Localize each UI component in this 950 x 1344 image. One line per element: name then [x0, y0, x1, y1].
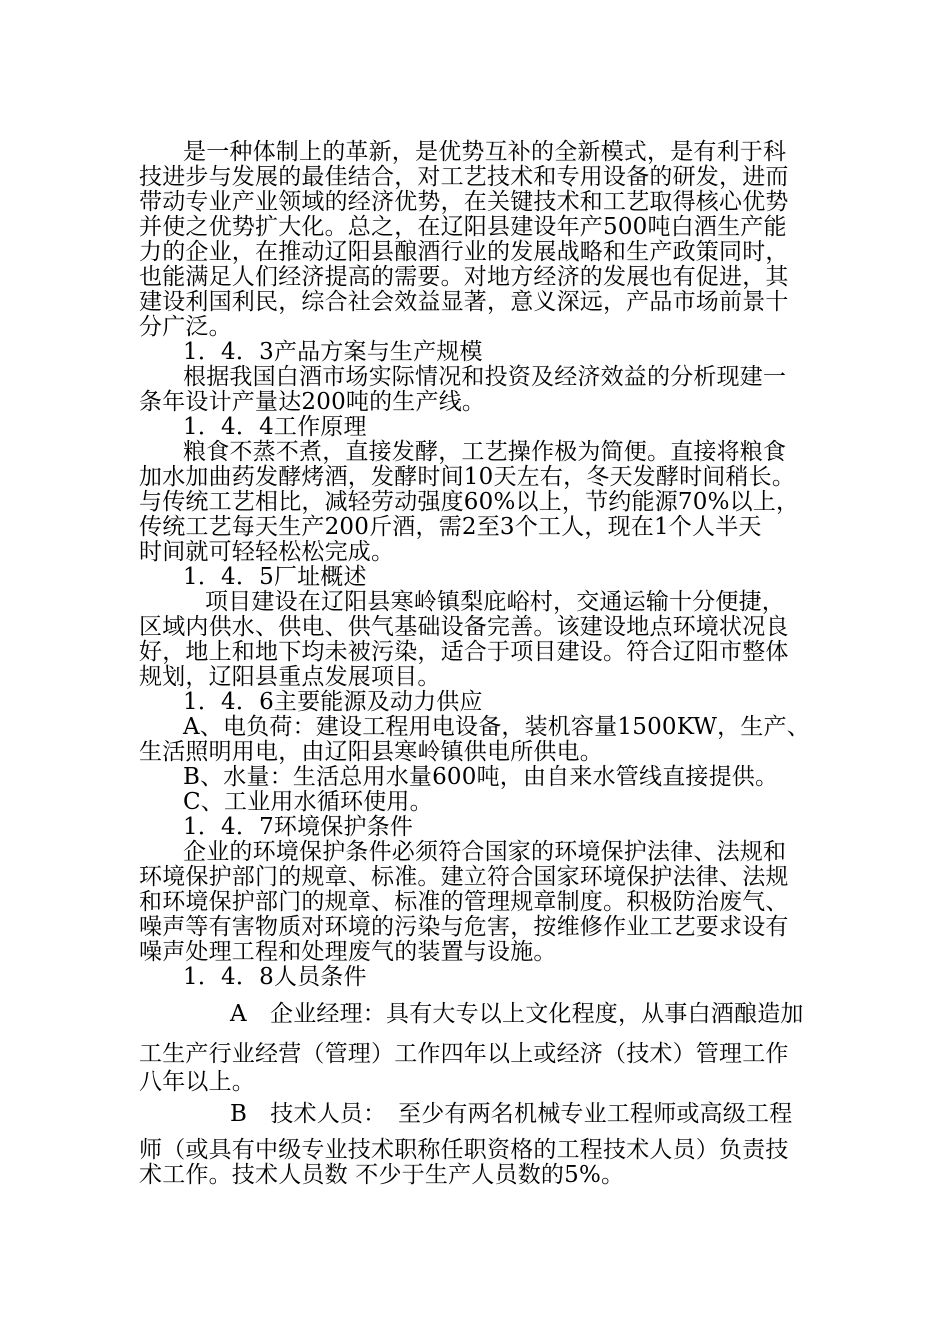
- paragraph-line: 和环境保护部门的规章、标准的管理规章制度。积极防治废气、: [139, 889, 789, 915]
- paragraph-line: 生活照明用电，由辽阳县寒岭镇供电所供电。: [139, 739, 603, 765]
- paragraph-line: 粮食不蒸不煮，直接发酵，工艺操作极为简便。直接将粮食: [183, 439, 787, 465]
- paragraph-line: 工生产行业经营（管理）工作四年以上或经济（技术）管理工作: [139, 1041, 789, 1067]
- paragraph-line: B、水量：生活总用水量600吨，由自来水管线直接提供。: [183, 764, 779, 790]
- section-heading: 1．4．5厂址概述: [183, 564, 367, 590]
- paragraph-line: 传统工艺每天生产200斤酒，需2至3个工人，现在1个人半天: [139, 514, 762, 540]
- paragraph-line: A 企业经理：具有大专以上文化程度，从事白酒酿造加: [230, 1001, 804, 1027]
- section-heading: 1．4．4工作原理: [183, 414, 367, 440]
- paragraph-line: 分广泛。: [139, 314, 232, 340]
- paragraph-line: 术工作。技术人员数 不少于生产人员数的5%。: [139, 1162, 625, 1188]
- paragraph-line: C、工业用水循环使用。: [183, 789, 433, 815]
- paragraph-line: 并使之优势扩大化。总之，在辽阳县建设年产500吨白酒生产能: [139, 214, 787, 240]
- paragraph-line: 根据我国白酒市场实际情况和投资及经济效益的分析现建一: [183, 364, 787, 390]
- section-heading: 1．4．3产品方案与生产规模: [183, 339, 483, 365]
- paragraph-line: 区域内供水、供电、供气基础设备完善。该建设地点环境状况良: [139, 614, 789, 640]
- paragraph-line: B 技术人员： 至少有两名机械专业工程师或高级工程: [230, 1101, 793, 1127]
- paragraph-line: 是一种体制上的革新，是优势互补的全新模式，是有利于科: [183, 139, 787, 165]
- paragraph-line: 环境保护部门的规章、标准。建立符合国家环境保护法律、法规: [139, 864, 789, 890]
- paragraph-line: 师（或具有中级专业技术职称任职资格的工程技术人员）负责技: [139, 1137, 789, 1163]
- section-heading: 1．4．8人员条件: [183, 964, 367, 990]
- paragraph-line: 加水加曲药发酵烤酒，发酵时间10天左右，冬天发酵时间稍长。: [139, 464, 796, 490]
- paragraph-line: 企业的环境保护条件必须符合国家的环境保护法律、法规和: [183, 839, 787, 865]
- paragraph-line: 噪声处理工程和处理废气的装置与设施。: [139, 939, 557, 965]
- paragraph-line: 技进步与发展的最佳结合，对工艺技术和专用设备的研发，进而: [139, 164, 789, 190]
- section-heading: 1．4．6主要能源及动力供应: [183, 689, 483, 715]
- section-heading: 1．4．7环境保护条件: [183, 814, 414, 840]
- paragraph-line: 项目建设在辽阳县寒岭镇梨庇峪村，交通运输十分便捷，: [205, 589, 785, 615]
- paragraph-line: 条年设计产量达200吨的生产线。: [139, 389, 486, 415]
- paragraph-line: 噪声等有害物质对环境的污染与危害，按维修作业工艺要求设有: [139, 914, 789, 940]
- paragraph-line: 力的企业，在推动辽阳县酿酒行业的发展战略和生产政策同时，: [139, 239, 789, 265]
- paragraph-line: 也能满足人们经济提高的需要。对地方经济的发展也有促进，其: [139, 264, 789, 290]
- paragraph-line: A、电负荷：建设工程用电设备，装机容量1500KW，生产、: [183, 714, 810, 740]
- paragraph-line: 八年以上。: [139, 1069, 255, 1095]
- paragraph-line: 与传统工艺相比，减轻劳动强度60%以上，节约能源70%以上，: [139, 489, 800, 515]
- paragraph-line: 好，地上和地下均未被污染，适合于项目建设。符合辽阳市整体: [139, 639, 789, 665]
- paragraph-line: 规划，辽阳县重点发展项目。: [139, 664, 441, 690]
- paragraph-line: 建设利国利民，综合社会效益显著，意义深远，产品市场前景十: [139, 289, 789, 315]
- paragraph-line: 带动专业产业领域的经济优势，在关键技术和工艺取得核心优势: [139, 189, 789, 215]
- paragraph-line: 时间就可轻轻松松完成。: [139, 539, 395, 565]
